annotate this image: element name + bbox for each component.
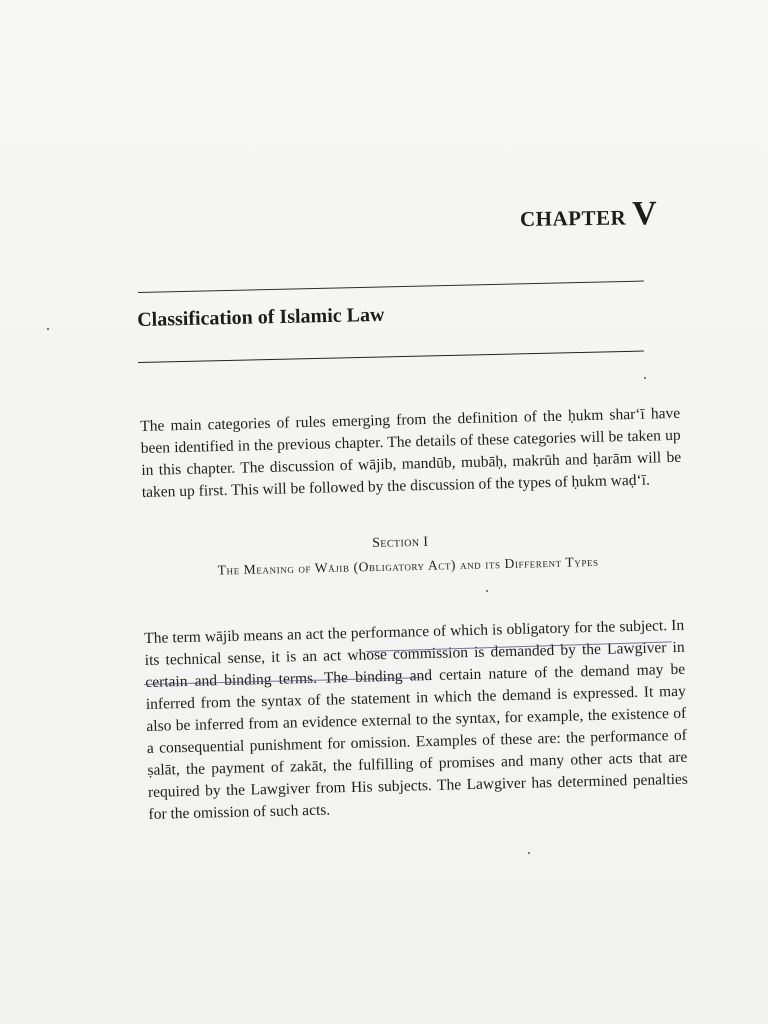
chapter-heading — [520, 195, 658, 235]
scan-speck — [47, 328, 49, 330]
section-title: The Meaning of Wājib (Obligatory Act) and its Different Types — [217, 553, 599, 578]
scan-speck — [644, 377, 646, 379]
body-paragraph: The term wājib means an act the performance of which is obligatory for the subject. In its technical sense, it is an act whose commission is demanded by the Lawgiver in certain and binding terms. The binding and certain nature of the demand may be inferred from the syntax of the statement in which the demand is expressed. It may also be inferred from an evidence external to the syntax, for example, the existence of a consequential punishment for omission. Examples of these are: the performance of ṣalāt, the payment of zakāt, the fulfilling of promises and many other acts that are required by the Lawgiver from His subjects. The Lawgiver has determined penalties for the omission of such acts. — [144, 616, 689, 823]
page-title: Classification of Islamic Law — [137, 303, 385, 331]
chapter-label: CHAPTER — [519, 205, 627, 231]
title-rule-bottom — [138, 351, 644, 363]
section-label: Section I — [372, 534, 429, 551]
scan-speck — [486, 590, 488, 592]
title-rule-top — [138, 281, 644, 293]
intro-paragraph: The main categories of rules emerging from the definition of the ḥukm shar‘ī have been identified in the previous chapter. The details of these categories will be taken up in this chapter. The discussion of wājib, mandūb, mubāḥ, makrūh and ḥarām will be taken up first. This will be followed by the discussion of the types of ḥukm waḍ‘ī. — [140, 404, 682, 501]
chapter-number: V — [631, 195, 658, 233]
scan-speck — [528, 852, 530, 854]
